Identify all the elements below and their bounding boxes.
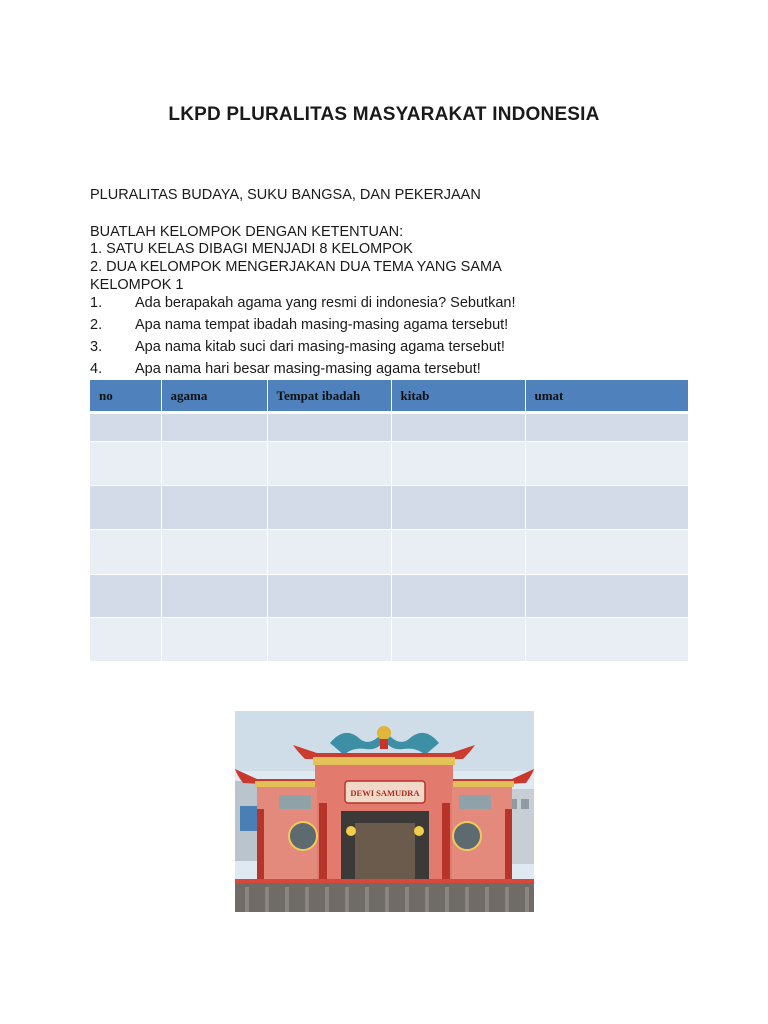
- table-cell[interactable]: [391, 486, 525, 530]
- table-cell[interactable]: [161, 618, 267, 662]
- question-2: [90, 316, 508, 334]
- table-row: [90, 486, 688, 530]
- table-cell[interactable]: [267, 530, 391, 575]
- header-umat: umat: [525, 380, 688, 413]
- question-number: 2.: [90, 317, 103, 333]
- table-row: [90, 442, 688, 486]
- question-text: Apa nama kitab suci dari masing-masing agama tersebut!: [135, 339, 505, 355]
- instruction-item-1: 1. SATU KELAS DIBAGI MENJADI 8 KELOMPOK: [90, 241, 413, 257]
- question-number: 1.: [90, 295, 103, 311]
- table-cell[interactable]: [391, 413, 525, 442]
- table-cell[interactable]: [161, 530, 267, 575]
- table-cell[interactable]: [391, 530, 525, 575]
- table-cell[interactable]: [391, 575, 525, 618]
- table-cell[interactable]: [525, 413, 688, 442]
- header-agama: agama: [161, 380, 267, 413]
- table-cell[interactable]: [90, 575, 161, 618]
- question-text: Apa nama hari besar masing-masing agama tersebut!: [135, 361, 481, 377]
- question-4: [90, 360, 481, 378]
- table-cell[interactable]: [90, 442, 161, 486]
- question-text: Ada berapakah agama yang resmi di indonesia? Sebutkan!: [135, 295, 516, 311]
- table-cell[interactable]: [525, 442, 688, 486]
- table-cell[interactable]: [267, 442, 391, 486]
- table-cell[interactable]: [161, 442, 267, 486]
- table-cell[interactable]: [90, 486, 161, 530]
- religion-table: [90, 380, 689, 662]
- table-cell[interactable]: [525, 530, 688, 575]
- table-row: [90, 575, 688, 618]
- subtitle: PLURALITAS BUDAYA, SUKU BANGSA, DAN PEKERJAAN: [90, 187, 481, 203]
- instructions-heading: BUATLAH KELOMPOK DENGAN KETENTUAN:: [90, 224, 404, 240]
- header-kitab: kitab: [391, 380, 525, 413]
- question-1: [90, 294, 515, 312]
- table-cell[interactable]: [90, 530, 161, 575]
- page-title: LKPD PLURALITAS MASYARAKAT INDONESIA: [168, 104, 600, 125]
- table-cell[interactable]: [161, 486, 267, 530]
- header-tempat-ibadah: Tempat ibadah: [267, 380, 391, 413]
- table-cell[interactable]: [90, 618, 161, 662]
- table-cell[interactable]: [161, 413, 267, 442]
- table-header-row: [90, 380, 688, 413]
- table-cell[interactable]: [267, 618, 391, 662]
- table-cell[interactable]: [90, 413, 161, 442]
- group-label: KELOMPOK 1: [90, 277, 184, 293]
- table-cell[interactable]: [391, 442, 525, 486]
- table-cell[interactable]: [161, 575, 267, 618]
- temple-illustration: [235, 711, 534, 912]
- question-text: Apa nama tempat ibadah masing-masing agama tersebut!: [135, 317, 509, 333]
- table-cell[interactable]: [267, 575, 391, 618]
- table-cell[interactable]: [267, 413, 391, 442]
- table-row: [90, 530, 688, 575]
- table-cell[interactable]: [525, 618, 688, 662]
- table-cell[interactable]: [391, 618, 525, 662]
- temple-sign-text: DEWI SAMUDRA: [350, 788, 420, 798]
- header-no: no: [90, 380, 161, 413]
- question-3: [90, 338, 505, 356]
- table-row: [90, 618, 688, 662]
- question-number: 3.: [90, 339, 103, 355]
- table-cell[interactable]: [525, 486, 688, 530]
- table-cell[interactable]: [525, 575, 688, 618]
- question-number: 4.: [90, 361, 103, 377]
- table-cell[interactable]: [267, 486, 391, 530]
- table-row: [90, 413, 688, 442]
- instruction-item-2: 2. DUA KELOMPOK MENGERJAKAN DUA TEMA YANG SAMA: [90, 259, 502, 275]
- temple-photo: [235, 711, 534, 912]
